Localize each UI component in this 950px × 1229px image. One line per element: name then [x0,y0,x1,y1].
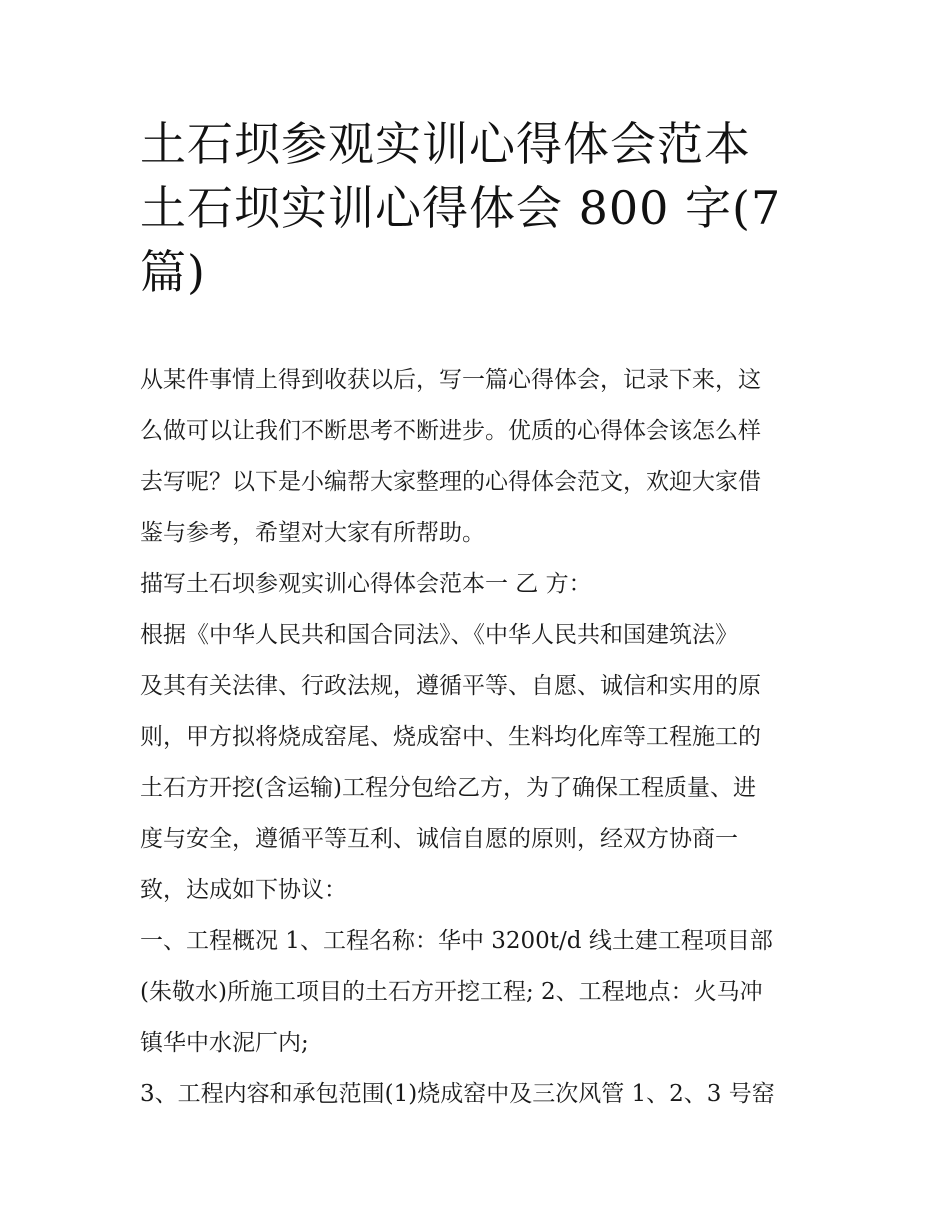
text-line: 一、工程概况 1、工程名称：华中 3200t/d 线土建工程项目部 [140,928,773,954]
text-line: (朱敬水)所施工项目的土石方开挖工程; 2、工程地点：火马冲 [140,979,763,1005]
text-line: 则，甲方拟将烧成窑尾、烧成窑中、生料均化库等工程施工的 [140,724,761,750]
document-title [140,112,830,304]
text-line: 土石方开挖(含运输)工程分包给乙方，为了确保工程质量、进 [140,775,756,801]
title-line: 篇) [140,245,206,299]
text-line: 去写呢？以下是小编帮大家整理的心得体会范文，欢迎大家借 [140,469,761,495]
title-line: 土石坝参观实训心得体会范本 [140,117,751,171]
text-line: 么做可以让我们不断思考不断进步。优质的心得体会该怎么样 [140,418,761,444]
text-line: 从某件事情上得到收获以后，写一篇心得体会，记录下来，这 [140,367,761,393]
document-body [140,355,820,1120]
text-line: 度与安全，遵循平等互利、诚信自愿的原则，经双方协商一 [140,826,738,852]
text-line: 描写土石坝参观实训心得体会范本一 乙 方： [140,571,592,597]
section-heading-paragraph [140,559,820,610]
text-line: 及其有关法律、行政法规，遵循平等、自愿、诚信和实用的原 [140,673,761,699]
text-line: 镇华中水泥厂内; [140,1030,309,1056]
project-overview-paragraph [140,916,820,1069]
project-scope-paragraph [140,1069,820,1120]
text-line: 致，达成如下协议： [140,877,347,903]
text-line: 3、工程内容和承包范围(1)烧成窑中及三次风管 1、2、3 号窑 [140,1081,775,1107]
intro-paragraph [140,355,820,559]
basis-paragraph [140,610,820,916]
text-line: 鉴与参考，希望对大家有所帮助。 [140,520,485,546]
title-line: 土石坝实训心得体会 800 字(7 [140,181,782,235]
text-line: 根据《中华人民共和国合同法》、《中华人民共和国建筑法》 [140,622,738,648]
